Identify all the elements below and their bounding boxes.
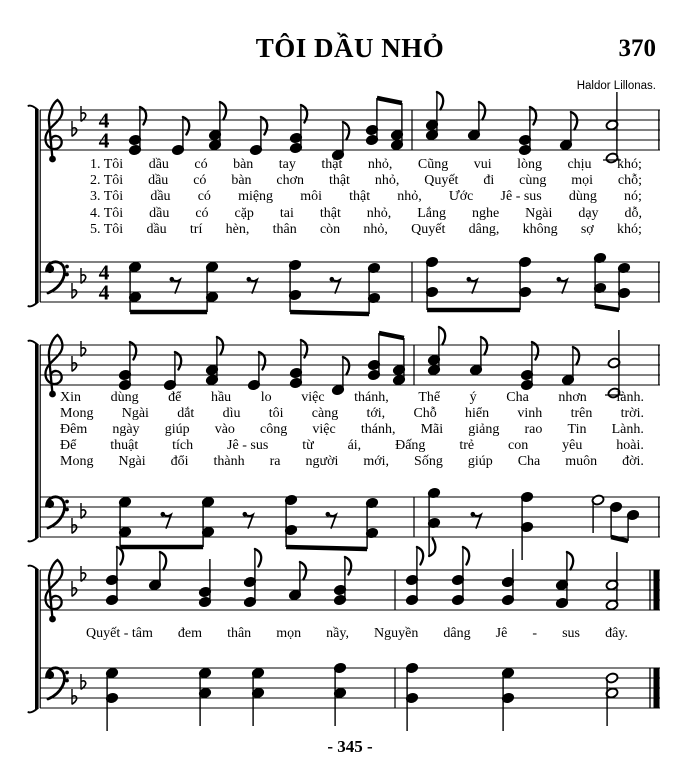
lyric-token: giúp <box>164 422 190 437</box>
lyric-token: tai <box>279 205 294 221</box>
lyric-token: tới, <box>366 406 386 421</box>
lyric-token: Quyết - tâm <box>86 626 153 641</box>
lyric-token: dâng, <box>468 221 500 237</box>
lyric-token: 3. Tôi <box>90 189 124 205</box>
lyric-token: mọi <box>571 173 593 189</box>
lyric-token: Ước <box>448 189 474 205</box>
lyric-token: hầu <box>210 390 232 405</box>
lyric-token: Lành. <box>611 422 644 437</box>
lyric-token: cùng <box>519 173 547 189</box>
lyric-token: Mong <box>60 454 94 469</box>
lyric-token: thật <box>328 173 350 189</box>
lyric-token: thật <box>349 189 371 205</box>
flat-icon <box>72 283 77 299</box>
lyric-token: môi <box>300 189 322 205</box>
lyric-token: đi <box>483 173 495 189</box>
lyric-token: chỗ; <box>617 173 642 189</box>
lyric-token: nghe <box>471 205 500 221</box>
lyric-token: nó; <box>624 189 642 205</box>
lyric-token: thành <box>213 454 245 469</box>
lyric-token: đời. <box>622 454 644 469</box>
lyric-token: tôi <box>268 406 284 421</box>
lyric-token: Đêm <box>60 422 88 437</box>
lyric-token: không <box>522 221 558 237</box>
treble-clef-icon <box>45 100 62 162</box>
lyric-token: dỗ, <box>624 205 642 221</box>
flat-icon <box>81 268 86 284</box>
lyric-token: con <box>508 438 529 453</box>
lyric-token: Để <box>60 438 77 453</box>
lyric-token: trí <box>189 221 203 237</box>
lyric-token: Đấng <box>395 438 426 453</box>
lyric-token: bàn <box>231 173 252 189</box>
lyric-token: đem <box>177 626 203 641</box>
flat-icon <box>81 566 86 582</box>
lyric-line <box>60 391 644 407</box>
lyric-token: Ngài <box>121 406 149 421</box>
time-signature-digit: 4 <box>98 128 110 153</box>
lyric-line <box>90 174 642 190</box>
lyric-token: ái, <box>347 438 362 453</box>
lyric-token: có <box>194 157 208 172</box>
lyric-token: tích <box>172 438 194 453</box>
lyric-token: dầu <box>149 205 170 221</box>
lyric-token: có <box>195 205 209 221</box>
lyric-token: trên <box>570 406 593 421</box>
lyric-line <box>60 455 644 471</box>
lyric-token: Mãi <box>420 422 444 437</box>
lyric-token: thân <box>272 221 297 237</box>
lyric-token: dùng <box>110 390 139 405</box>
flat-icon <box>72 518 77 534</box>
lyric-token: dìu <box>222 406 241 421</box>
lyric-token: thân <box>227 626 252 641</box>
lyrics-system-1 <box>90 158 642 239</box>
lyric-token: dạy <box>578 205 599 221</box>
lyric-token: ra <box>269 454 281 469</box>
lyric-token: Jê - sus <box>500 189 542 205</box>
lyric-token: Mong <box>60 406 94 421</box>
time-signature-digit: 4 <box>98 280 110 305</box>
flat-icon <box>72 121 77 137</box>
lyric-token: Tin <box>567 422 587 437</box>
lyric-line <box>90 207 642 223</box>
lyric-token: sus <box>562 626 581 641</box>
lyric-token: dùng <box>568 189 597 205</box>
lyric-token: đổi <box>170 454 189 469</box>
bass-clef-icon <box>46 668 69 699</box>
page-title: TÔI DẦU NHỎ <box>255 33 445 63</box>
flat-icon <box>72 581 77 597</box>
lyric-token: có <box>193 173 207 189</box>
treble-clef-icon <box>45 560 62 622</box>
lyric-token: vào <box>214 422 235 437</box>
lyric-line <box>86 627 628 643</box>
lyric-token: hiển <box>465 406 490 421</box>
lyric-token: Chỗ <box>413 406 437 421</box>
time-signature-digit: 4 <box>98 108 110 133</box>
treble-clef-icon <box>45 335 62 397</box>
flat-icon <box>81 341 86 357</box>
flat-icon <box>81 106 86 122</box>
system-brace <box>35 569 39 709</box>
lyric-token: Thể <box>418 390 441 405</box>
lyric-token: sợ <box>580 221 594 237</box>
lyric-token: Lắng <box>417 205 447 221</box>
lyric-token: từ <box>302 438 314 453</box>
lyric-token: trời. <box>620 406 644 421</box>
lyric-token: trẻ <box>459 438 475 453</box>
flat-icon <box>81 674 86 690</box>
lyric-token: Sống <box>414 454 443 469</box>
lyric-token: giúp <box>467 454 493 469</box>
lyric-line <box>60 439 644 455</box>
lyric-line <box>60 407 644 423</box>
lyric-token: còn <box>319 221 341 237</box>
lyric-token: giảng <box>468 422 500 437</box>
lyric-token: khó; <box>617 157 642 172</box>
lyric-token: dâng <box>443 626 471 641</box>
lyric-token: để <box>168 390 182 405</box>
lyric-line <box>90 158 642 174</box>
lyrics-system-3 <box>86 627 628 643</box>
lyric-token: dắt <box>177 406 195 421</box>
lyric-token: nhỏ, <box>374 173 400 189</box>
lyric-token: thật <box>321 157 343 172</box>
lyric-token: Cha <box>517 454 541 469</box>
lyric-token: càng <box>311 406 339 421</box>
lyric-token: việc <box>301 390 325 405</box>
lyric-token: rao <box>524 422 543 437</box>
flat-icon <box>72 689 77 705</box>
lyric-token: nhơn <box>558 390 587 405</box>
lyric-token: hoài. <box>616 438 644 453</box>
lyric-token: thật <box>319 205 341 221</box>
lyric-token: ngày <box>112 422 140 437</box>
lyric-token: chơn <box>276 173 305 189</box>
bass-clef-icon <box>46 262 69 293</box>
lyric-token: thánh, <box>354 390 389 405</box>
lyric-token: khó; <box>616 221 642 237</box>
lyric-token: nầy, <box>326 626 349 641</box>
lyric-token: nhỏ, <box>366 205 392 221</box>
lyric-token: nhỏ, <box>367 157 393 172</box>
lyric-token: bàn <box>233 157 254 172</box>
lyric-token: - <box>532 626 538 641</box>
lyric-token: thuật <box>110 438 139 453</box>
lyric-token: lòng <box>517 157 542 172</box>
lyric-token: yêu <box>562 438 583 453</box>
lyric-token: đây. <box>605 626 628 641</box>
lyric-token: thánh, <box>360 422 396 437</box>
lyric-token: Quyết <box>424 173 459 189</box>
lyric-token: 4. Tôi <box>90 205 124 221</box>
lyric-token: Quyết <box>411 221 446 237</box>
lyric-token: hèn, <box>225 221 250 237</box>
lyric-token: nhỏ, <box>397 189 422 205</box>
lyric-line <box>90 190 642 206</box>
lyric-token: Cũng <box>417 157 449 172</box>
system-brace <box>35 344 39 538</box>
lyric-token: vinh <box>517 406 543 421</box>
lyric-token: Ngài <box>525 205 553 221</box>
lyric-token: 1. Tôi <box>90 157 124 172</box>
time-signature-digit: 4 <box>98 260 110 285</box>
system-brace <box>35 109 39 303</box>
lyric-token: Jê <box>495 626 508 641</box>
lyric-token: mới, <box>363 454 390 469</box>
lyric-token: có <box>197 189 211 205</box>
composer-credit: Haldor Lillonas. <box>576 80 656 92</box>
flat-icon <box>72 356 77 372</box>
lyric-line <box>90 223 642 239</box>
hymn-number: 370 <box>618 35 656 62</box>
lyric-token: mọn <box>276 626 302 641</box>
lyric-token: dầu <box>148 157 169 172</box>
lyric-token: tay <box>278 157 296 172</box>
lyric-token: miệng <box>238 189 274 205</box>
page-number: - 345 - <box>327 737 373 756</box>
lyric-token: công <box>260 422 288 437</box>
lyric-token: ý <box>469 390 477 405</box>
flat-icon <box>81 503 86 519</box>
lyric-line <box>60 423 644 439</box>
lyric-token: vui <box>473 157 492 172</box>
lyric-token: dầu <box>150 189 171 205</box>
lyric-token: dầu <box>148 173 169 189</box>
lyric-token: nhỏ, <box>363 221 388 237</box>
lyric-token: 5. Tôi <box>90 221 124 237</box>
lyric-token: 2. Tôi <box>90 173 124 189</box>
lyric-token: chịu <box>567 157 592 172</box>
lyric-token: Ngài <box>118 454 146 469</box>
lyric-token: dầu <box>146 221 167 237</box>
bass-clef-icon <box>46 497 69 528</box>
lyric-token: Nguyền <box>374 626 419 641</box>
lyric-token: cặp <box>234 205 254 221</box>
lyric-token: việc <box>312 422 336 437</box>
lyric-token: muôn <box>565 454 598 469</box>
lyric-token: người <box>305 454 339 469</box>
lyric-token: lo <box>260 390 272 405</box>
lyric-token: lành. <box>616 390 644 405</box>
lyric-token: Xin <box>60 390 81 405</box>
lyrics-system-2 <box>60 391 644 471</box>
lyric-token: Jê - sus <box>227 438 269 453</box>
lyric-token: Cha <box>506 390 529 405</box>
